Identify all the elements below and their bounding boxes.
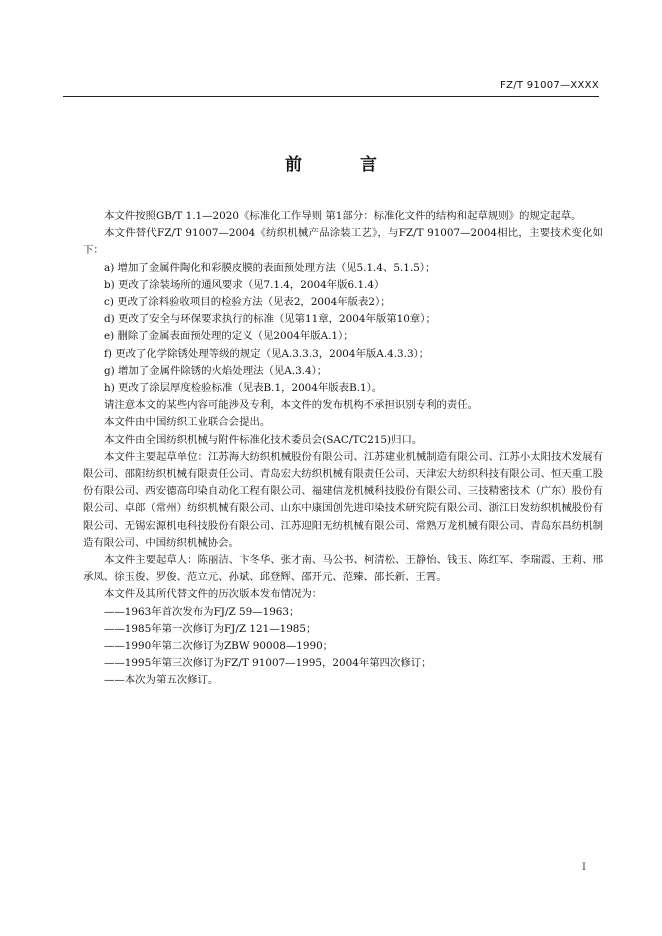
paragraph-patent-notice: 请注意本文的某些内容可能涉及专利，本文件的发布机构不承担识别专利的责任。 xyxy=(104,399,479,412)
paragraph-drafting-rules: 本文件按照GB/T 1.1—2020《标准化工作导则 第1部分：标准化文件的结构和起草规则》的规定起草。 xyxy=(104,210,582,222)
history-item: ——本次为第五次修订。 xyxy=(104,674,219,687)
paragraph-drafters: 本文件主要起草人：陈丽洁、卞冬华、张才南、马公书、柯清松、王静怡、钱玉、陈红军、李瑞霞、王莉、邢承凤、徐玉俊、罗俊、范立元、孙斌、邱登辉、邵开元、范臻、邵长新、王霄。 xyxy=(83,554,603,584)
change-item-g: g) 增加了金属件除锈的火焰处理法（见A.3.4）； xyxy=(104,364,328,377)
page-title: 前 言 xyxy=(285,155,403,175)
paragraph-history-intro: 本文件及其所代替文件的历次版本发布情况为： xyxy=(104,588,323,601)
history-item: ——1985年第一次修订为FJ/Z 121—1985； xyxy=(104,622,317,635)
history-item: ——1990年第二次修订为ZBW 90008—1990； xyxy=(104,640,334,653)
change-item-b: b) 更改了涂装场所的通风要求（见7.1.4，2004年版6.1.4） xyxy=(104,278,385,291)
change-item-c: c) 更改了涂料验收项目的检验方法（见表2，2004年版表2）； xyxy=(104,296,391,309)
change-item-d: d) 更改了安全与环保要求执行的标准（见第11章，2004年版第10章）； xyxy=(104,313,436,326)
change-item-e: e) 删除了金属表面预处理的定义（见2004年版A.1）； xyxy=(104,330,354,343)
page-number: I xyxy=(582,862,586,873)
change-item-a: a) 增加了金属件陶化和彩膜皮膜的表面预处理方法（见5.1.4、5.1.5）； xyxy=(104,261,436,274)
history-item: ——1995年第三次修订为FZ/T 91007—1995，2004年第四次修订； xyxy=(104,657,432,670)
paragraph-drafting-units: 本文件主要起草单位：江苏海大纺织机械股份有限公司、江苏建业机械制造有限公司、江苏小太阳技术发展有限公司、邵阳纺织机械有限责任公司、青岛宏大纺织机械有限责任公司、天津宏大纺织科技有限公司、恒天重工股份有限公司、西安德高印染自动化工程有限公司、福建信龙机械科技股份有限公司、三技精密技术（广东）股份有限公司、卓郎（常州）纺织机械有限公司、山东中康国创先进印染技术研究院有限公司、浙江日发纺织机械股份有限公司、无锡宏源机电科技股份有限公司、江苏迎阳无纺机械有限公司、常熟万龙机械有限公司、青岛东昌纺机制造有限公司、中国纺织机械协会。 xyxy=(83,450,603,549)
foreword-body xyxy=(83,208,603,690)
header-divider xyxy=(63,96,599,97)
paragraph-proposer: 本文件由中国纺织工业联合会提出。 xyxy=(104,416,271,429)
paragraph-replacement: 本文件替代FZ/T 91007—2004《纺织机械产品涂装工艺》，与FZ/T 91007—2004相比，主要技术变化如下： xyxy=(83,227,603,257)
change-item-f: f) 更改了化学除锈处理等级的规定（见A.3.3.3，2004年版A.4.3.3）； xyxy=(104,347,430,360)
document-code: FZ/T 91007—XXXX xyxy=(500,80,599,91)
paragraph-committee: 本文件由全国纺织机械与附件标准化技术委员会(SAC/TC215)归口。 xyxy=(104,433,423,446)
change-item-h: h) 更改了涂层厚度检验标准（见表B.1，2004年版表B.1）。 xyxy=(104,382,383,395)
history-item: ——1963年首次发布为FJ/Z 59—1963； xyxy=(104,605,300,618)
